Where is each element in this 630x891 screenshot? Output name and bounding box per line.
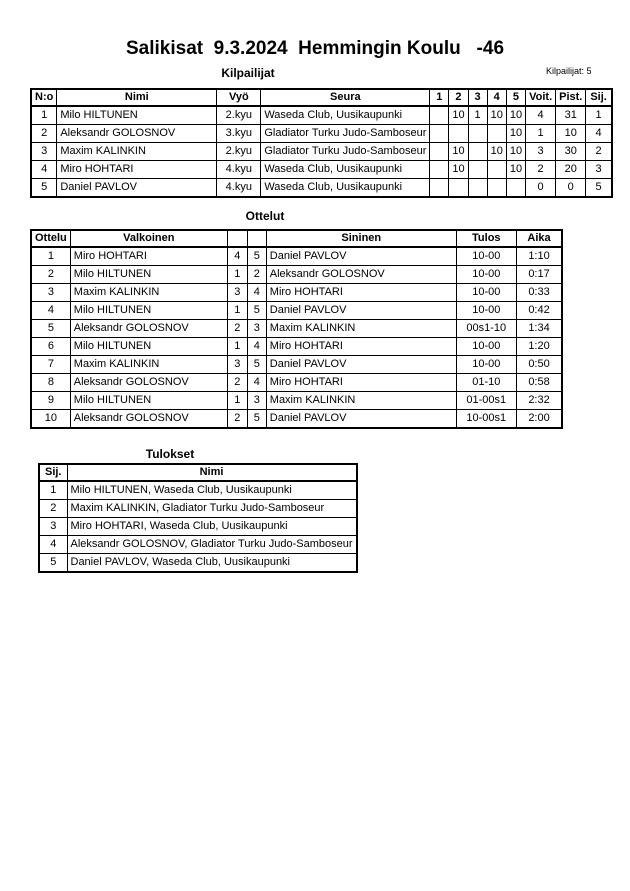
- cell-no: 3: [31, 143, 57, 161]
- col-header-valkoinen: Valkoinen: [70, 230, 227, 247]
- result-name-text: Daniel PAVLOV, Waseda Club, Uusikaupunki: [70, 556, 291, 568]
- cell-white-number: 1: [227, 266, 247, 284]
- seura-text: Gladiator Turku Judo-Samboseur: [264, 145, 427, 157]
- cell-nimi: [67, 554, 357, 573]
- ottelut-row: [31, 320, 562, 338]
- cell-seura: [261, 125, 430, 143]
- cell-ottelu-no: 2: [31, 266, 70, 284]
- kilpailijat-row: [31, 106, 612, 125]
- cell-sij: 2: [586, 143, 612, 161]
- cell-score-5: 10: [506, 161, 525, 179]
- kilpailijat-row: [31, 125, 612, 143]
- cell-vyo: 2.kyu: [217, 106, 261, 125]
- cell-tulos: 10-00: [456, 302, 516, 320]
- cell-blue-number: 3: [247, 392, 266, 410]
- cell-white-number: 3: [227, 356, 247, 374]
- competitors-count: Kilpailijat: 5: [546, 66, 592, 76]
- cell-score-2: [449, 125, 468, 143]
- cell-score-1: [430, 125, 449, 143]
- cell-valkoinen: Milo HILTUNEN: [70, 302, 227, 320]
- cell-aika: 1:34: [516, 320, 562, 338]
- seura-text: Waseda Club, Uusikaupunki: [264, 163, 403, 175]
- cell-white-number: 2: [227, 320, 247, 338]
- cell-valkoinen: Milo HILTUNEN: [70, 338, 227, 356]
- cell-ottelu-no: 10: [31, 410, 70, 429]
- col-header-blue-number: [247, 230, 266, 247]
- cell-valkoinen: Maxim KALINKIN: [70, 284, 227, 302]
- cell-nimi: [67, 536, 357, 554]
- cell-ottelu-no: 6: [31, 338, 70, 356]
- col-header-pist: Pist.: [556, 89, 586, 106]
- seura-text: Gladiator Turku Judo-Samboseur: [264, 127, 427, 139]
- cell-ottelu-no: 7: [31, 356, 70, 374]
- cell-score-5: 10: [506, 143, 525, 161]
- cell-sininen: Daniel PAVLOV: [266, 410, 456, 429]
- cell-white-number: 2: [227, 410, 247, 429]
- cell-aika: 0:42: [516, 302, 562, 320]
- col-header-2: 2: [449, 89, 468, 106]
- tulokset-row: [39, 536, 357, 554]
- cell-blue-number: 4: [247, 374, 266, 392]
- tulokset-row: [39, 481, 357, 500]
- col-header-nimi: Nimi: [67, 464, 357, 481]
- cell-aika: 0:17: [516, 266, 562, 284]
- cell-score-1: [430, 161, 449, 179]
- cell-ottelu-no: 3: [31, 284, 70, 302]
- col-header-vyo: Vyö: [217, 89, 261, 106]
- cell-vyo: 4.kyu: [217, 179, 261, 198]
- cell-sininen: Daniel PAVLOV: [266, 302, 456, 320]
- cell-tulos: 10-00: [456, 338, 516, 356]
- cell-seura: [261, 161, 430, 179]
- ottelut-row: [31, 392, 562, 410]
- cell-score-5: 10: [506, 106, 525, 125]
- cell-no: 1: [31, 106, 57, 125]
- cell-vyo: 2.kyu: [217, 143, 261, 161]
- cell-tulos: 01-10: [456, 374, 516, 392]
- tulokset-table: [38, 463, 358, 573]
- cell-blue-number: 2: [247, 266, 266, 284]
- cell-ottelu-no: 5: [31, 320, 70, 338]
- cell-white-number: 1: [227, 392, 247, 410]
- cell-score-1: [430, 179, 449, 198]
- cell-blue-number: 5: [247, 247, 266, 266]
- cell-aika: 0:58: [516, 374, 562, 392]
- tulokset-section-title: Tulokset: [145, 447, 195, 461]
- cell-valkoinen: Milo HILTUNEN: [70, 266, 227, 284]
- cell-ottelu-no: 1: [31, 247, 70, 266]
- cell-sij: 1: [39, 481, 67, 500]
- kilpailijat-table: [30, 88, 613, 198]
- tulokset-header-row: [39, 464, 357, 481]
- col-header-sij: Sij.: [586, 89, 612, 106]
- cell-tulos: 10-00s1: [456, 410, 516, 429]
- cell-no: 5: [31, 179, 57, 198]
- cell-no: 4: [31, 161, 57, 179]
- cell-ottelu-no: 8: [31, 374, 70, 392]
- cell-aika: 0:33: [516, 284, 562, 302]
- cell-valkoinen: Miro HOHTARI: [70, 247, 227, 266]
- cell-seura: [261, 143, 430, 161]
- cell-seura: [261, 106, 430, 125]
- ottelut-row: [31, 356, 562, 374]
- col-header-no: N:o: [31, 89, 57, 106]
- cell-score-2: 10: [449, 106, 468, 125]
- cell-score-5: [506, 179, 525, 198]
- kilpailijat-row: [31, 161, 612, 179]
- cell-voit: 4: [526, 106, 556, 125]
- cell-sij: 5: [39, 554, 67, 573]
- cell-nimi: Milo HILTUNEN: [57, 106, 217, 125]
- tulokset-row: [39, 554, 357, 573]
- cell-valkoinen: Milo HILTUNEN: [70, 392, 227, 410]
- kilpailijat-header-row: [31, 89, 612, 106]
- cell-valkoinen: Aleksandr GOLOSNOV: [70, 410, 227, 429]
- ottelut-row: [31, 302, 562, 320]
- result-name-text: Miro HOHTARI, Waseda Club, Uusikaupunki: [70, 520, 288, 532]
- cell-aika: 1:10: [516, 247, 562, 266]
- cell-aika: 2:00: [516, 410, 562, 429]
- result-name-text: Maxim KALINKIN, Gladiator Turku Judo-Samboseur: [70, 502, 325, 514]
- cell-tulos: 01-00s1: [456, 392, 516, 410]
- col-header-4: 4: [487, 89, 506, 106]
- col-header-voit: Voit.: [526, 89, 556, 106]
- cell-ottelu-no: 9: [31, 392, 70, 410]
- cell-sij: 4: [586, 125, 612, 143]
- cell-white-number: 1: [227, 302, 247, 320]
- col-header-sininen: Sininen: [266, 230, 456, 247]
- cell-voit: 0: [526, 179, 556, 198]
- ottelut-row: [31, 266, 562, 284]
- cell-sininen: Daniel PAVLOV: [266, 356, 456, 374]
- cell-voit: 2: [526, 161, 556, 179]
- cell-blue-number: 5: [247, 356, 266, 374]
- cell-pist: 31: [556, 106, 586, 125]
- cell-sininen: Daniel PAVLOV: [266, 247, 456, 266]
- seura-text: Waseda Club, Uusikaupunki: [264, 109, 403, 121]
- cell-sininen: Miro HOHTARI: [266, 374, 456, 392]
- cell-blue-number: 4: [247, 284, 266, 302]
- cell-blue-number: 3: [247, 320, 266, 338]
- tulokset-row: [39, 500, 357, 518]
- cell-score-4: [487, 161, 506, 179]
- cell-sij: 3: [586, 161, 612, 179]
- seura-text: Waseda Club, Uusikaupunki: [264, 181, 403, 193]
- ottelut-row: [31, 247, 562, 266]
- cell-blue-number: 5: [247, 302, 266, 320]
- col-header-nimi: Nimi: [57, 89, 217, 106]
- cell-seura: [261, 179, 430, 198]
- cell-sij: 5: [586, 179, 612, 198]
- cell-ottelu-no: 4: [31, 302, 70, 320]
- col-header-1: 1: [430, 89, 449, 106]
- cell-tulos: 00s1-10: [456, 320, 516, 338]
- cell-nimi: [67, 500, 357, 518]
- col-header-tulos: Tulos: [456, 230, 516, 247]
- col-header-3: 3: [468, 89, 487, 106]
- cell-white-number: 3: [227, 284, 247, 302]
- cell-score-2: [449, 179, 468, 198]
- ottelut-row: [31, 338, 562, 356]
- cell-vyo: 3.kyu: [217, 125, 261, 143]
- cell-pist: 20: [556, 161, 586, 179]
- col-header-5: 5: [506, 89, 525, 106]
- cell-score-1: [430, 106, 449, 125]
- cell-nimi: Aleksandr GOLOSNOV: [57, 125, 217, 143]
- cell-white-number: 1: [227, 338, 247, 356]
- col-header-aika: Aika: [516, 230, 562, 247]
- cell-no: 2: [31, 125, 57, 143]
- kilpailijat-row: [31, 179, 612, 198]
- cell-score-4: 10: [487, 143, 506, 161]
- cell-score-4: [487, 125, 506, 143]
- cell-sininen: Maxim KALINKIN: [266, 392, 456, 410]
- ottelut-header-row: [31, 230, 562, 247]
- cell-blue-number: 4: [247, 338, 266, 356]
- cell-score-4: 10: [487, 106, 506, 125]
- cell-voit: 1: [526, 125, 556, 143]
- cell-voit: 3: [526, 143, 556, 161]
- cell-pist: 0: [556, 179, 586, 198]
- col-header-sij: Sij.: [39, 464, 67, 481]
- col-header-seura: Seura: [261, 89, 430, 106]
- cell-tulos: 10-00: [456, 356, 516, 374]
- cell-pist: 10: [556, 125, 586, 143]
- cell-sij: 1: [586, 106, 612, 125]
- cell-score-3: [468, 125, 487, 143]
- ottelut-section-title: Ottelut: [245, 209, 285, 223]
- cell-vyo: 4.kyu: [217, 161, 261, 179]
- cell-valkoinen: Aleksandr GOLOSNOV: [70, 374, 227, 392]
- col-header-ottelu: Ottelu: [31, 230, 70, 247]
- cell-nimi: [67, 518, 357, 536]
- cell-score-4: [487, 179, 506, 198]
- cell-sij: 2: [39, 500, 67, 518]
- cell-valkoinen: Maxim KALINKIN: [70, 356, 227, 374]
- cell-sininen: Maxim KALINKIN: [266, 320, 456, 338]
- cell-aika: 1:20: [516, 338, 562, 356]
- cell-white-number: 2: [227, 374, 247, 392]
- cell-blue-number: 5: [247, 410, 266, 429]
- page-title: Salikisat 9.3.2024 Hemmingin Koulu -46: [125, 38, 505, 59]
- cell-tulos: 10-00: [456, 266, 516, 284]
- cell-valkoinen: Aleksandr GOLOSNOV: [70, 320, 227, 338]
- cell-score-2: 10: [449, 143, 468, 161]
- result-name-text: Aleksandr GOLOSNOV, Gladiator Turku Judo-Samboseur: [70, 538, 353, 550]
- cell-nimi: Maxim KALINKIN: [57, 143, 217, 161]
- cell-nimi: Daniel PAVLOV: [57, 179, 217, 198]
- kilpailijat-row: [31, 143, 612, 161]
- ottelut-row: [31, 410, 562, 429]
- cell-score-3: [468, 143, 487, 161]
- result-name-text: Milo HILTUNEN, Waseda Club, Uusikaupunki: [70, 484, 292, 496]
- cell-sininen: Aleksandr GOLOSNOV: [266, 266, 456, 284]
- cell-score-3: [468, 179, 487, 198]
- cell-score-3: [468, 161, 487, 179]
- cell-aika: 2:32: [516, 392, 562, 410]
- ottelut-row: [31, 284, 562, 302]
- cell-nimi: [67, 481, 357, 500]
- cell-tulos: 10-00: [456, 284, 516, 302]
- cell-score-2: 10: [449, 161, 468, 179]
- cell-sij: 4: [39, 536, 67, 554]
- cell-white-number: 4: [227, 247, 247, 266]
- cell-score-5: 10: [506, 125, 525, 143]
- cell-aika: 0:50: [516, 356, 562, 374]
- cell-score-3: 1: [468, 106, 487, 125]
- cell-sininen: Miro HOHTARI: [266, 284, 456, 302]
- cell-sij: 3: [39, 518, 67, 536]
- cell-tulos: 10-00: [456, 247, 516, 266]
- cell-sininen: Miro HOHTARI: [266, 338, 456, 356]
- col-header-white-number: [227, 230, 247, 247]
- cell-score-1: [430, 143, 449, 161]
- cell-nimi: Miro HOHTARI: [57, 161, 217, 179]
- ottelut-row: [31, 374, 562, 392]
- ottelut-table: [30, 229, 563, 429]
- kilpailijat-section-title: Kilpailijat: [221, 66, 275, 80]
- tulokset-row: [39, 518, 357, 536]
- cell-pist: 30: [556, 143, 586, 161]
